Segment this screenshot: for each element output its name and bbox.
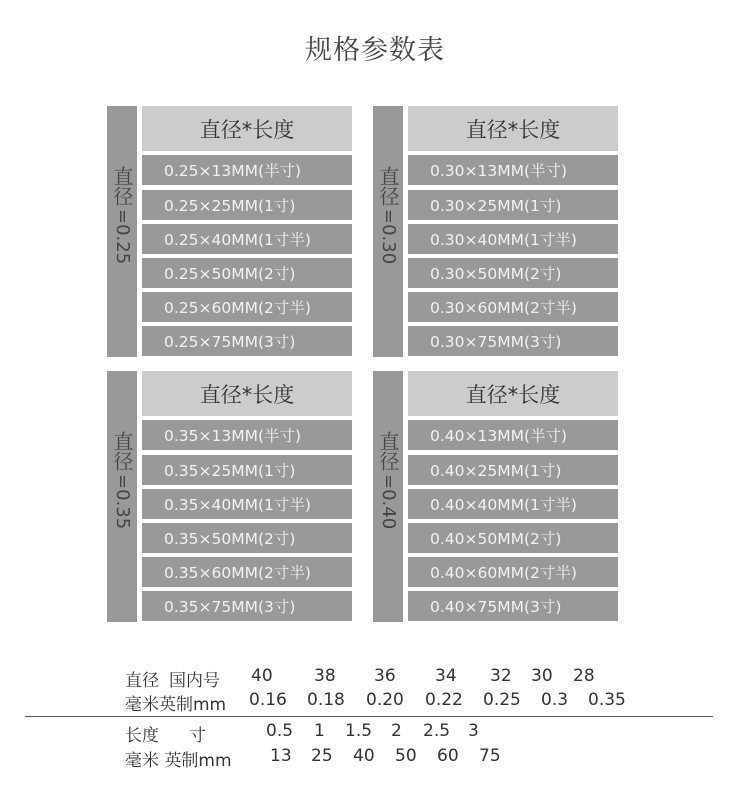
diameter-side-label	[373, 371, 403, 622]
spec-row: 0.30×13MM(半寸)	[408, 155, 618, 185]
diameter-value: =0.35	[112, 474, 133, 530]
spec-row: 0.25×75MM(3寸)	[142, 326, 352, 356]
spec-row: 0.40×50MM(2寸)	[408, 523, 618, 553]
spec-row: 0.30×75MM(3寸)	[408, 326, 618, 356]
diameter-side-label	[373, 106, 403, 357]
column-header: 直径*长度	[142, 371, 352, 416]
diameter-mm-value: 0.35	[588, 690, 626, 710]
ref-label: 寸	[189, 726, 206, 746]
spec-row: 0.35×40MM(1寸半)	[142, 489, 352, 519]
ref-label: 直径	[125, 671, 159, 691]
length-mm-value: 60	[437, 746, 459, 766]
ref-label: 国内号	[169, 671, 220, 691]
gauge-value: 32	[490, 666, 512, 686]
ref-label: 毫米 英制mm	[125, 751, 232, 771]
length-mm-value: 25	[311, 746, 333, 766]
diameter-mm-value: 0.16	[249, 690, 287, 710]
spec-row: 0.25×50MM(2寸)	[142, 258, 352, 288]
column-header: 直径*长度	[408, 106, 618, 151]
spec-row: 0.25×13MM(半寸)	[142, 155, 352, 185]
diameter-mm-value: 0.18	[307, 690, 345, 710]
gauge-value: 40	[251, 666, 273, 686]
spec-row: 0.40×75MM(3寸)	[408, 591, 618, 621]
spec-row: 0.35×25MM(1寸)	[142, 455, 352, 485]
length-mm-value: 50	[395, 746, 417, 766]
spec-row: 0.35×50MM(2寸)	[142, 523, 352, 553]
diameter-value: =0.30	[378, 209, 399, 265]
diameter-value: =0.25	[112, 209, 133, 265]
spec-row: 0.30×60MM(2寸半)	[408, 292, 618, 322]
spec-block-0.40	[373, 371, 618, 622]
ref-label: 长度	[125, 726, 159, 746]
diameter-label: 直径	[110, 431, 134, 471]
spec-row: 0.40×13MM(半寸)	[408, 420, 618, 450]
spec-row: 0.25×40MM(1寸半)	[142, 224, 352, 254]
spec-row: 0.35×60MM(2寸半)	[142, 557, 352, 587]
gauge-value: 36	[374, 666, 396, 686]
page-title: 规格参数表	[305, 35, 445, 66]
diameter-mm-value: 0.3	[541, 690, 569, 710]
spec-block-0.30	[373, 106, 618, 357]
cun-value: 2.5	[423, 721, 451, 741]
spec-row: 0.40×25MM(1寸)	[408, 455, 618, 485]
spec-row: 0.30×40MM(1寸半)	[408, 224, 618, 254]
cun-value: 3	[468, 721, 479, 741]
divider	[25, 716, 713, 717]
diameter-mm-value: 0.22	[425, 690, 463, 710]
spec-row: 0.30×50MM(2寸)	[408, 258, 618, 288]
gauge-value: 28	[573, 666, 595, 686]
column-header: 直径*长度	[408, 371, 618, 416]
diameter-side-label	[107, 106, 137, 357]
spec-row: 0.35×75MM(3寸)	[142, 591, 352, 621]
spec-row: 0.25×60MM(2寸半)	[142, 292, 352, 322]
length-mm-value: 75	[479, 746, 501, 766]
cun-value: 1	[314, 721, 325, 741]
diameter-mm-value: 0.20	[366, 690, 404, 710]
diameter-mm-value: 0.25	[483, 690, 521, 710]
diameter-label: 直径	[110, 166, 134, 206]
column-header: 直径*长度	[142, 106, 352, 151]
spec-row: 0.35×13MM(半寸)	[142, 420, 352, 450]
gauge-value: 30	[531, 666, 553, 686]
gauge-value: 34	[435, 666, 457, 686]
spec-row: 0.40×60MM(2寸半)	[408, 557, 618, 587]
spec-row: 0.30×25MM(1寸)	[408, 190, 618, 220]
spec-block-0.35	[107, 371, 352, 622]
cun-value: 1.5	[345, 721, 373, 741]
diameter-label: 直径	[376, 166, 400, 206]
spec-block-0.25	[107, 106, 352, 357]
cun-value: 0.5	[266, 721, 294, 741]
ref-label: 毫米英制mm	[125, 695, 227, 715]
diameter-label: 直径	[376, 431, 400, 471]
gauge-value: 38	[314, 666, 336, 686]
spec-row: 0.40×40MM(1寸半)	[408, 489, 618, 519]
diameter-value: =0.40	[378, 474, 399, 530]
length-mm-value: 40	[353, 746, 375, 766]
diameter-side-label	[107, 371, 137, 622]
spec-row: 0.25×25MM(1寸)	[142, 190, 352, 220]
length-mm-value: 13	[270, 746, 292, 766]
cun-value: 2	[391, 721, 402, 741]
